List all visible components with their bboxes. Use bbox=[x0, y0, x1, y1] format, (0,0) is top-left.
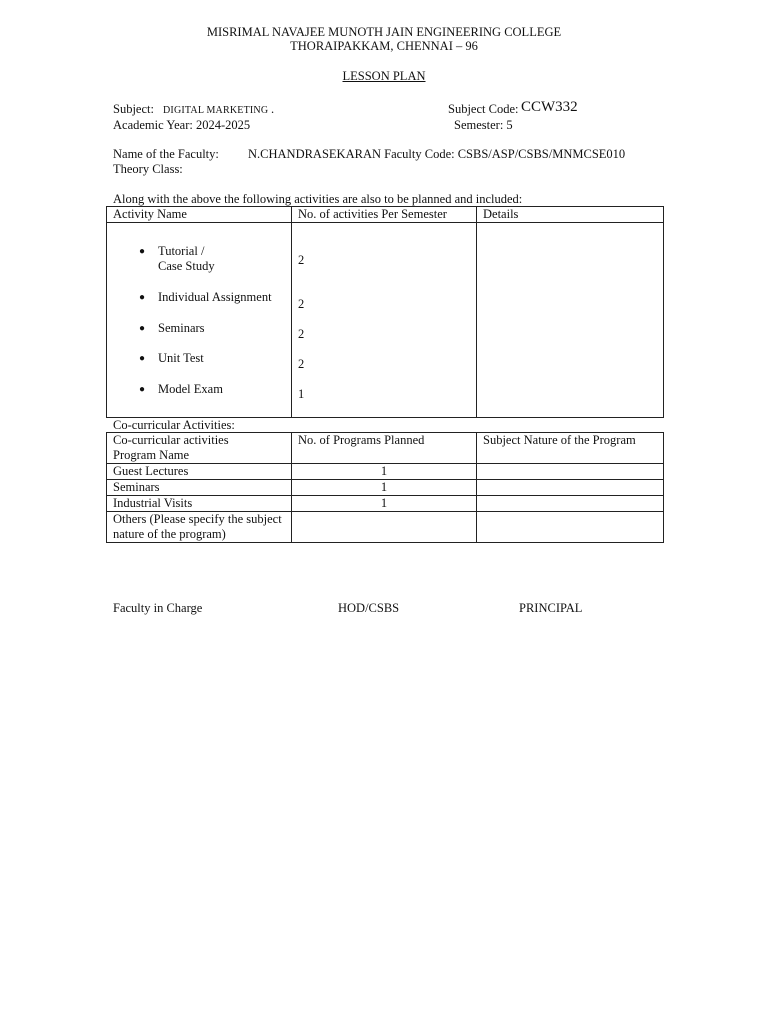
others-program-name bbox=[107, 512, 292, 543]
header-programs-planned: No. of Programs Planned bbox=[292, 433, 477, 464]
activity-name: Tutorial / bbox=[158, 244, 205, 258]
activity-name: Model Exam bbox=[158, 382, 223, 396]
program-count: 1 bbox=[292, 464, 477, 480]
bullet-icon: ● bbox=[139, 323, 146, 334]
activity-name: Seminars bbox=[158, 321, 205, 335]
activities-intro: Along with the above the following activities are also to be planned and included: bbox=[113, 192, 523, 206]
activity-count: 1 bbox=[298, 387, 305, 401]
table-row bbox=[107, 480, 664, 496]
bullet-icon: ● bbox=[139, 384, 146, 395]
subject-trailing-dot: . bbox=[271, 102, 275, 116]
header-line: Co-curricular activities bbox=[113, 433, 229, 447]
activities-table bbox=[106, 206, 664, 418]
bullet-icon: ● bbox=[139, 353, 146, 364]
program-name: Industrial Visits bbox=[107, 496, 292, 512]
program-count: 1 bbox=[292, 496, 477, 512]
header-activity-name: Activity Name bbox=[107, 207, 292, 223]
cocurricular-table bbox=[106, 432, 664, 543]
program-count: 1 bbox=[292, 480, 477, 496]
program-nature bbox=[477, 512, 664, 543]
signature-principal: PRINCIPAL bbox=[519, 601, 583, 615]
header-subject-nature: Subject Nature of the Program bbox=[477, 433, 664, 464]
subject-code-value: CCW332 bbox=[521, 99, 578, 115]
header-details: Details bbox=[477, 207, 664, 223]
academic-year: Academic Year: 2024-2025 bbox=[113, 118, 251, 132]
program-name: Guest Lectures bbox=[107, 464, 292, 480]
table-row bbox=[107, 496, 664, 512]
program-name: Seminars bbox=[107, 480, 292, 496]
table-row bbox=[107, 464, 664, 480]
activity-names-cell bbox=[107, 223, 292, 418]
bullet-icon: ● bbox=[139, 292, 146, 303]
signature-hod: HOD/CSBS bbox=[338, 601, 400, 615]
activity-details-cell bbox=[477, 223, 664, 418]
others-line: nature of the program) bbox=[113, 527, 226, 541]
activity-counts-cell bbox=[292, 223, 477, 418]
activity-count: 2 bbox=[298, 253, 305, 267]
semester: Semester: 5 bbox=[454, 118, 513, 132]
activity-count: 2 bbox=[298, 327, 305, 341]
program-count bbox=[292, 512, 477, 543]
subject-code-label: Subject Code: bbox=[448, 102, 519, 116]
theory-class: Theory Class: bbox=[113, 162, 183, 176]
others-line: Others (Please specify the subject bbox=[113, 512, 282, 526]
header-line: Program Name bbox=[113, 448, 190, 462]
program-nature bbox=[477, 480, 664, 496]
document-title: LESSON PLAN bbox=[342, 69, 426, 83]
subject-label: Subject: bbox=[113, 102, 154, 116]
program-nature bbox=[477, 496, 664, 512]
signature-faculty: Faculty in Charge bbox=[113, 601, 203, 615]
cocurricular-label: Co-curricular Activities: bbox=[113, 418, 235, 432]
college-address: THORAIPAKKAM, CHENNAI – 96 bbox=[290, 39, 478, 53]
activity-name: Case Study bbox=[158, 259, 215, 273]
activity-count: 2 bbox=[298, 297, 305, 311]
college-name: MISRIMAL NAVAJEE MUNOTH JAIN ENGINEERING COLLEGE bbox=[206, 25, 562, 39]
program-nature bbox=[477, 464, 664, 480]
faculty-label: Name of the Faculty: bbox=[113, 147, 219, 161]
activity-name: Unit Test bbox=[158, 351, 204, 365]
faculty-name-code: N.CHANDRASEKARAN Faculty Code: CSBS/ASP/CSBS/MNMCSE010 bbox=[248, 147, 626, 161]
table-row bbox=[107, 512, 664, 543]
activity-name: Individual Assignment bbox=[158, 290, 272, 304]
bullet-icon: ● bbox=[139, 246, 146, 257]
header-activities-per-semester: No. of activities Per Semester bbox=[292, 207, 477, 223]
activity-count: 2 bbox=[298, 357, 305, 371]
header-cocurricular-activities bbox=[107, 433, 292, 464]
subject-value: DIGITAL MARKETING bbox=[163, 105, 269, 116]
